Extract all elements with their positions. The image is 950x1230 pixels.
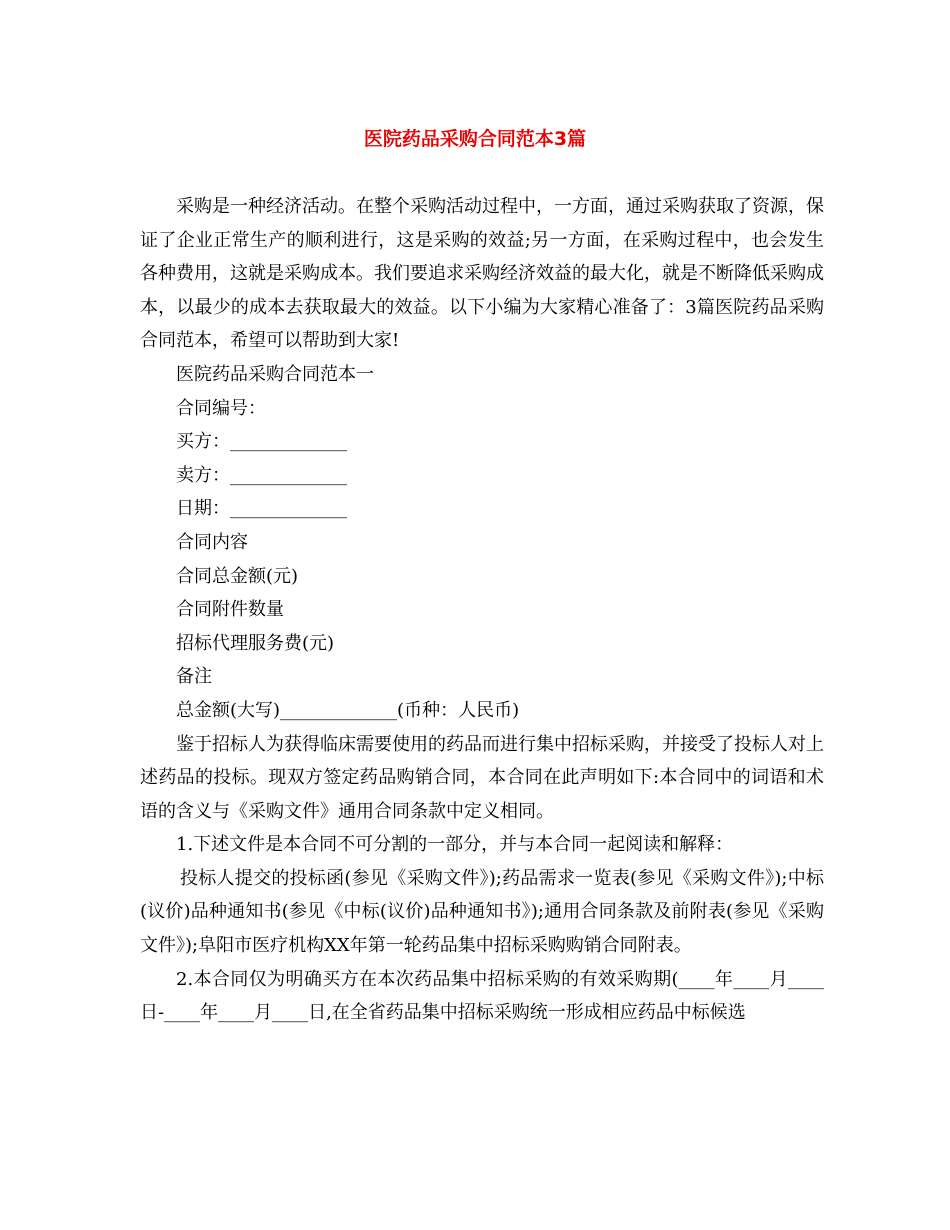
agency-fee-line: 招标代理服务费(元) [176, 632, 335, 654]
buyer-line: 买方：_____________ [176, 431, 347, 453]
documents-list-paragraph: 投标人提交的投标函(参见《采购文件》);药品需求一览表(参见《采购文件》);中标(议价)品种通知书(参见《中标(议价)品种通知书》);通用合同条款及前附表(参见《采购文件》);阜阳市医疗机构XX年第一轮药品集中招标采购购销合同附表。 [140, 867, 824, 957]
intro-paragraph: 采购是一种经济活动。在整个采购活动过程中，一方面，通过采购获取了资源，保证了企业正常生产的顺利进行，这是采购的效益;另一方面，在采购过程中，也会发生各种费用，这就是采购成本。我们要追求采购经济效益的最大化，就是不断降低采购成本，以最少的成本去获取最大的效益。以下小编为大家精心准备了：3篇医院药品采购合同范本，希望可以帮助到大家! [140, 196, 824, 352]
seller-line: 卖方：_____________ [176, 464, 347, 486]
contract-content-line: 合同内容 [176, 531, 248, 553]
attachment-count-line: 合同附件数量 [176, 599, 284, 621]
contract-heading: 医院药品采购合同范本一 [176, 363, 374, 385]
clause-1-paragraph: 1.下述文件是本合同不可分割的一部分，并与本合同一起阅读和解释： [176, 834, 734, 856]
date-line: 日期：_____________ [176, 498, 347, 520]
remarks-line: 备注 [176, 666, 212, 688]
total-amount-line: 合同总金额(元) [176, 565, 299, 587]
preamble-paragraph: 鉴于招标人为获得临床需要使用的药品而进行集中招标采购，并接受了投标人对上述药品的投标。现双方签定药品购销合同，本合同在此声明如下:本合同中的词语和术语的含义与《采购文件》通用合同条款中定义相同。 [140, 733, 824, 822]
clause-2-paragraph: 2.本合同仅为明确买方在本次药品集中招标采购的有效采购期(____年____月____日-____年____月____日,在全省药品集中招标采购统一形成相应药品中标候选 [140, 968, 824, 1024]
document-title: 医院药品采购合同范本3篇 [363, 128, 587, 150]
amount-in-words-line: 总金额(大写)_____________(币种：人民币) [176, 699, 520, 721]
contract-number-line: 合同编号： [176, 397, 266, 419]
document-body [140, 190, 824, 1030]
